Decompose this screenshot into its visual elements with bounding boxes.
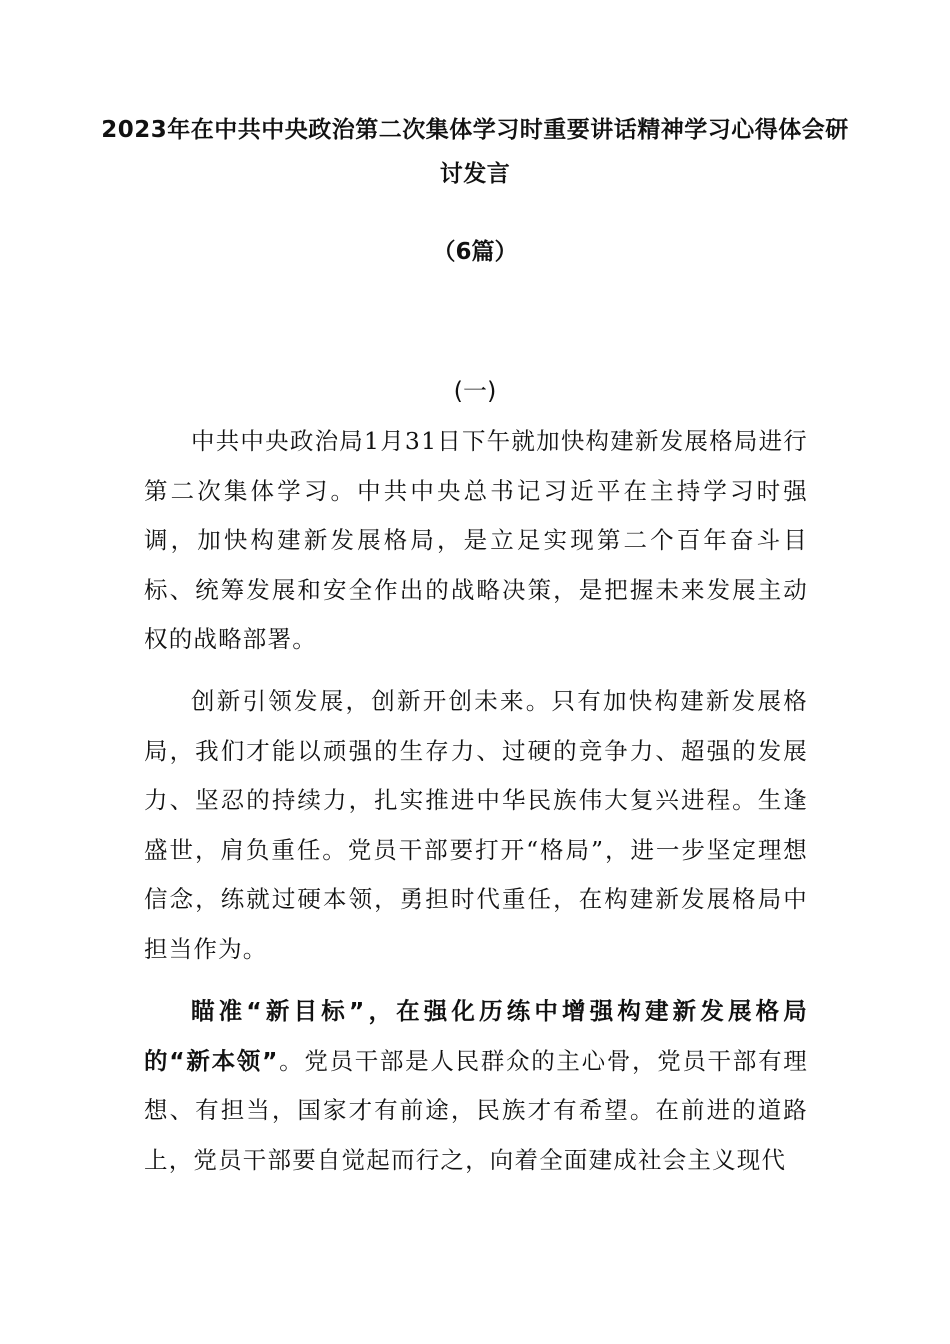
paragraph-3-body: 。党员干部是人民群众的主心骨，党员干部有理想、有担当，国家才有前途，民族才有希望。在前进的道路上，党员干部要自觉起而行之，向着全面建成社会主义现代: [144, 1046, 809, 1174]
paragraph-3: [144, 987, 808, 1185]
section-number: (一): [453, 377, 497, 405]
document-subtitle: （6篇）: [432, 239, 518, 265]
paragraph-1: 中共中央政治局1月31日下午就加快构建新发展格局进行第二次集体学习。中共中央总书记习近平在主持学习时强调，加快构建新发展格局，是立足实现第二个百年奋斗目标、统筹发展和安全作出的战略决策，是把握未来发展主动权的战略部署。: [144, 427, 808, 653]
paragraph-2: 创新引领发展，创新开创未来。只有加快构建新发展格局，我们才能以顽强的生存力、过硬的竞争力、超强的发展力、坚忍的持续力，扎实推进中华民族伟大复兴进程。生逢盛世，肩负重任。党员干部要打开“格局”，进一步坚定理想信念，练就过硬本领，勇担时代重任，在构建新发展格局中担当作为。: [144, 687, 808, 963]
document-title: 2023年在中共中央政治第二次集体学习时重要讲话精神学习心得体会研讨发言: [101, 117, 849, 187]
paragraph-3-lead: 瞄准“新目标”，在强化历练中增强构建新发展格局的“新本领”: [144, 997, 808, 1075]
